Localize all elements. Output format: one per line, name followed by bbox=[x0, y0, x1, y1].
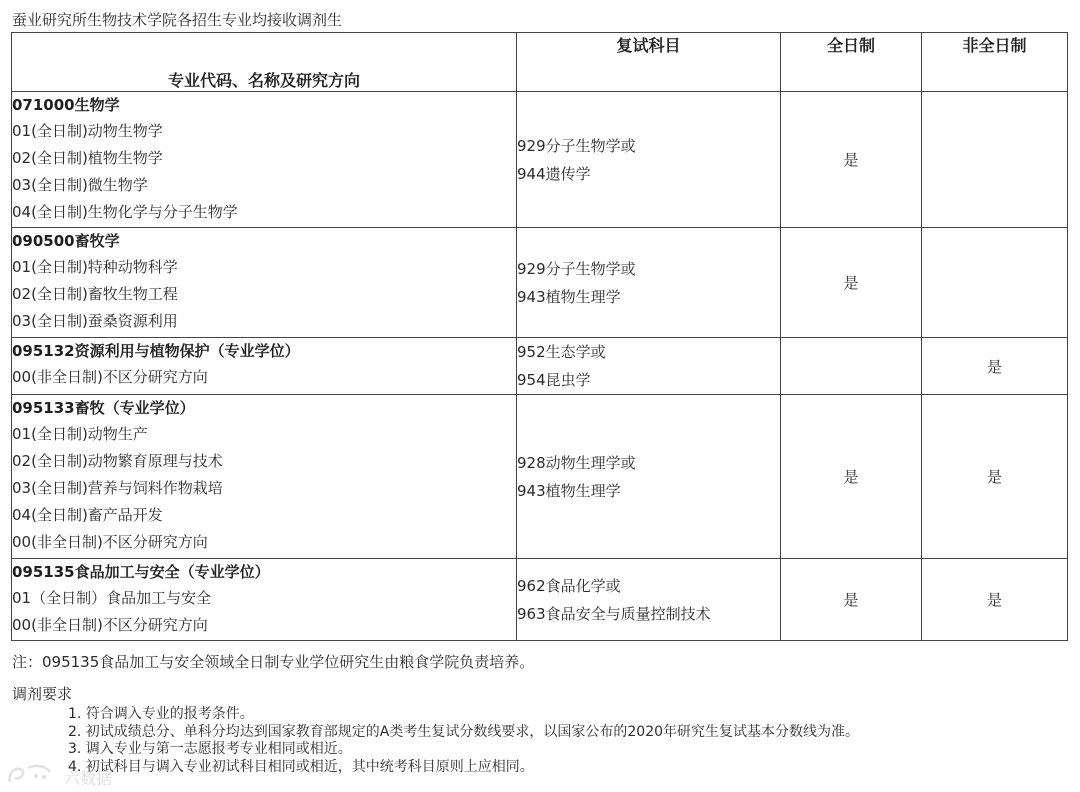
exam-subject: 962食品化学或 bbox=[517, 576, 621, 595]
header-part-time: 非全日制 bbox=[922, 33, 1068, 92]
table-header-row bbox=[12, 33, 1068, 92]
table-row bbox=[12, 228, 1068, 338]
research-direction: 00(非全日制)不区分研究方向 bbox=[12, 616, 208, 634]
research-direction: 02(全日制)植物生物学 bbox=[12, 149, 163, 167]
major-title: 071000生物学 bbox=[12, 96, 120, 114]
exam-subject: 944遗传学 bbox=[517, 164, 591, 183]
major-title: 095133畜牧（专业学位） bbox=[12, 399, 195, 417]
exam-subject: 943植物生理学 bbox=[517, 481, 621, 500]
part-time-flag bbox=[922, 228, 1068, 338]
requirements-heading: 调剂要求 bbox=[12, 685, 73, 703]
watermark-logo-icon bbox=[6, 762, 58, 786]
exam-subject: 929分子生物学或 bbox=[517, 259, 636, 278]
research-direction: 01(全日制)动物生物学 bbox=[12, 122, 163, 140]
major-title: 090500畜牧学 bbox=[12, 232, 120, 250]
exam-subject: 943植物生理学 bbox=[517, 287, 621, 306]
watermark bbox=[6, 760, 136, 788]
exam-cell bbox=[517, 92, 781, 228]
research-direction: 00(非全日制)不区分研究方向 bbox=[12, 368, 208, 386]
research-direction: 00(非全日制)不区分研究方向 bbox=[12, 533, 208, 551]
major-cell bbox=[12, 92, 517, 228]
requirement-item: 3. 调入专业与第一志愿报考专业相同或相近。 bbox=[68, 741, 352, 757]
exam-subject: 963食品安全与质量控制技术 bbox=[517, 604, 711, 623]
page-title: 蚕业研究所生物技术学院各招生专业均接收调剂生 bbox=[12, 11, 343, 29]
table-row bbox=[12, 338, 1068, 395]
part-time-flag bbox=[922, 92, 1068, 228]
header-major: 专业代码、名称及研究方向 bbox=[12, 33, 517, 92]
research-direction: 03(全日制)蚕桑资源利用 bbox=[12, 312, 178, 330]
exam-subject: 929分子生物学或 bbox=[517, 136, 636, 155]
exam-subject: 952生态学或 bbox=[517, 343, 606, 361]
research-direction: 01(全日制)特种动物科学 bbox=[12, 258, 178, 276]
exam-cell bbox=[517, 395, 781, 559]
part-time-flag: 是 bbox=[922, 559, 1068, 641]
admissions-table bbox=[11, 32, 1068, 641]
requirement-item: 4. 初试科目与调入专业初试科目相同或相近，其中统考科目原则上应相同。 bbox=[68, 758, 534, 775]
research-direction: 04(全日制)生物化学与分子生物学 bbox=[12, 203, 238, 221]
full-time-flag: 是 bbox=[781, 92, 922, 228]
requirement-item: 2. 初试成绩总分、单科分均达到国家教育部规定的A类考生复试分数线要求，以国家公布的2020年研究生复试基本分数线为准。 bbox=[68, 723, 860, 740]
research-direction: 03(全日制)微生物学 bbox=[12, 176, 148, 194]
full-time-flag: 是 bbox=[781, 395, 922, 559]
major-cell bbox=[12, 395, 517, 559]
major-cell bbox=[12, 559, 517, 641]
table-row bbox=[12, 92, 1068, 228]
exam-subject: 928动物生理学或 bbox=[517, 453, 636, 472]
part-time-flag: 是 bbox=[922, 395, 1068, 559]
full-time-flag bbox=[781, 338, 922, 395]
research-direction: 01（全日制）食品加工与安全 bbox=[12, 589, 212, 607]
table-row bbox=[12, 395, 1068, 559]
exam-cell bbox=[517, 559, 781, 641]
part-time-flag: 是 bbox=[922, 338, 1068, 395]
footnote: 注：095135食品加工与安全领域全日制专业学位研究生由粮食学院负责培养。 bbox=[12, 653, 535, 671]
major-cell bbox=[12, 228, 517, 338]
full-time-flag: 是 bbox=[781, 559, 922, 641]
major-title: 095135食品加工与安全（专业学位） bbox=[12, 563, 270, 581]
requirements-list bbox=[68, 706, 859, 776]
requirement-item: 1. 符合调入专业的报考条件。 bbox=[68, 706, 254, 722]
research-direction: 03(全日制)营养与饲料作物栽培 bbox=[12, 479, 223, 497]
watermark-text: 六数据 bbox=[64, 769, 113, 788]
exam-subject: 954昆虫学 bbox=[517, 371, 591, 389]
table-row bbox=[12, 559, 1068, 641]
header-full-time: 全日制 bbox=[781, 33, 922, 92]
research-direction: 02(全日制)畜牧生物工程 bbox=[12, 285, 178, 303]
research-direction: 01(全日制)动物生产 bbox=[12, 425, 148, 443]
full-time-flag: 是 bbox=[781, 228, 922, 338]
exam-cell bbox=[517, 338, 781, 395]
major-title: 095132资源利用与植物保护（专业学位） bbox=[12, 342, 300, 360]
header-exam-subjects: 复试科目 bbox=[517, 33, 781, 92]
exam-cell bbox=[517, 228, 781, 338]
research-direction: 02(全日制)动物繁育原理与技术 bbox=[12, 452, 223, 470]
research-direction: 04(全日制)畜产品开发 bbox=[12, 506, 163, 524]
major-cell bbox=[12, 338, 517, 395]
